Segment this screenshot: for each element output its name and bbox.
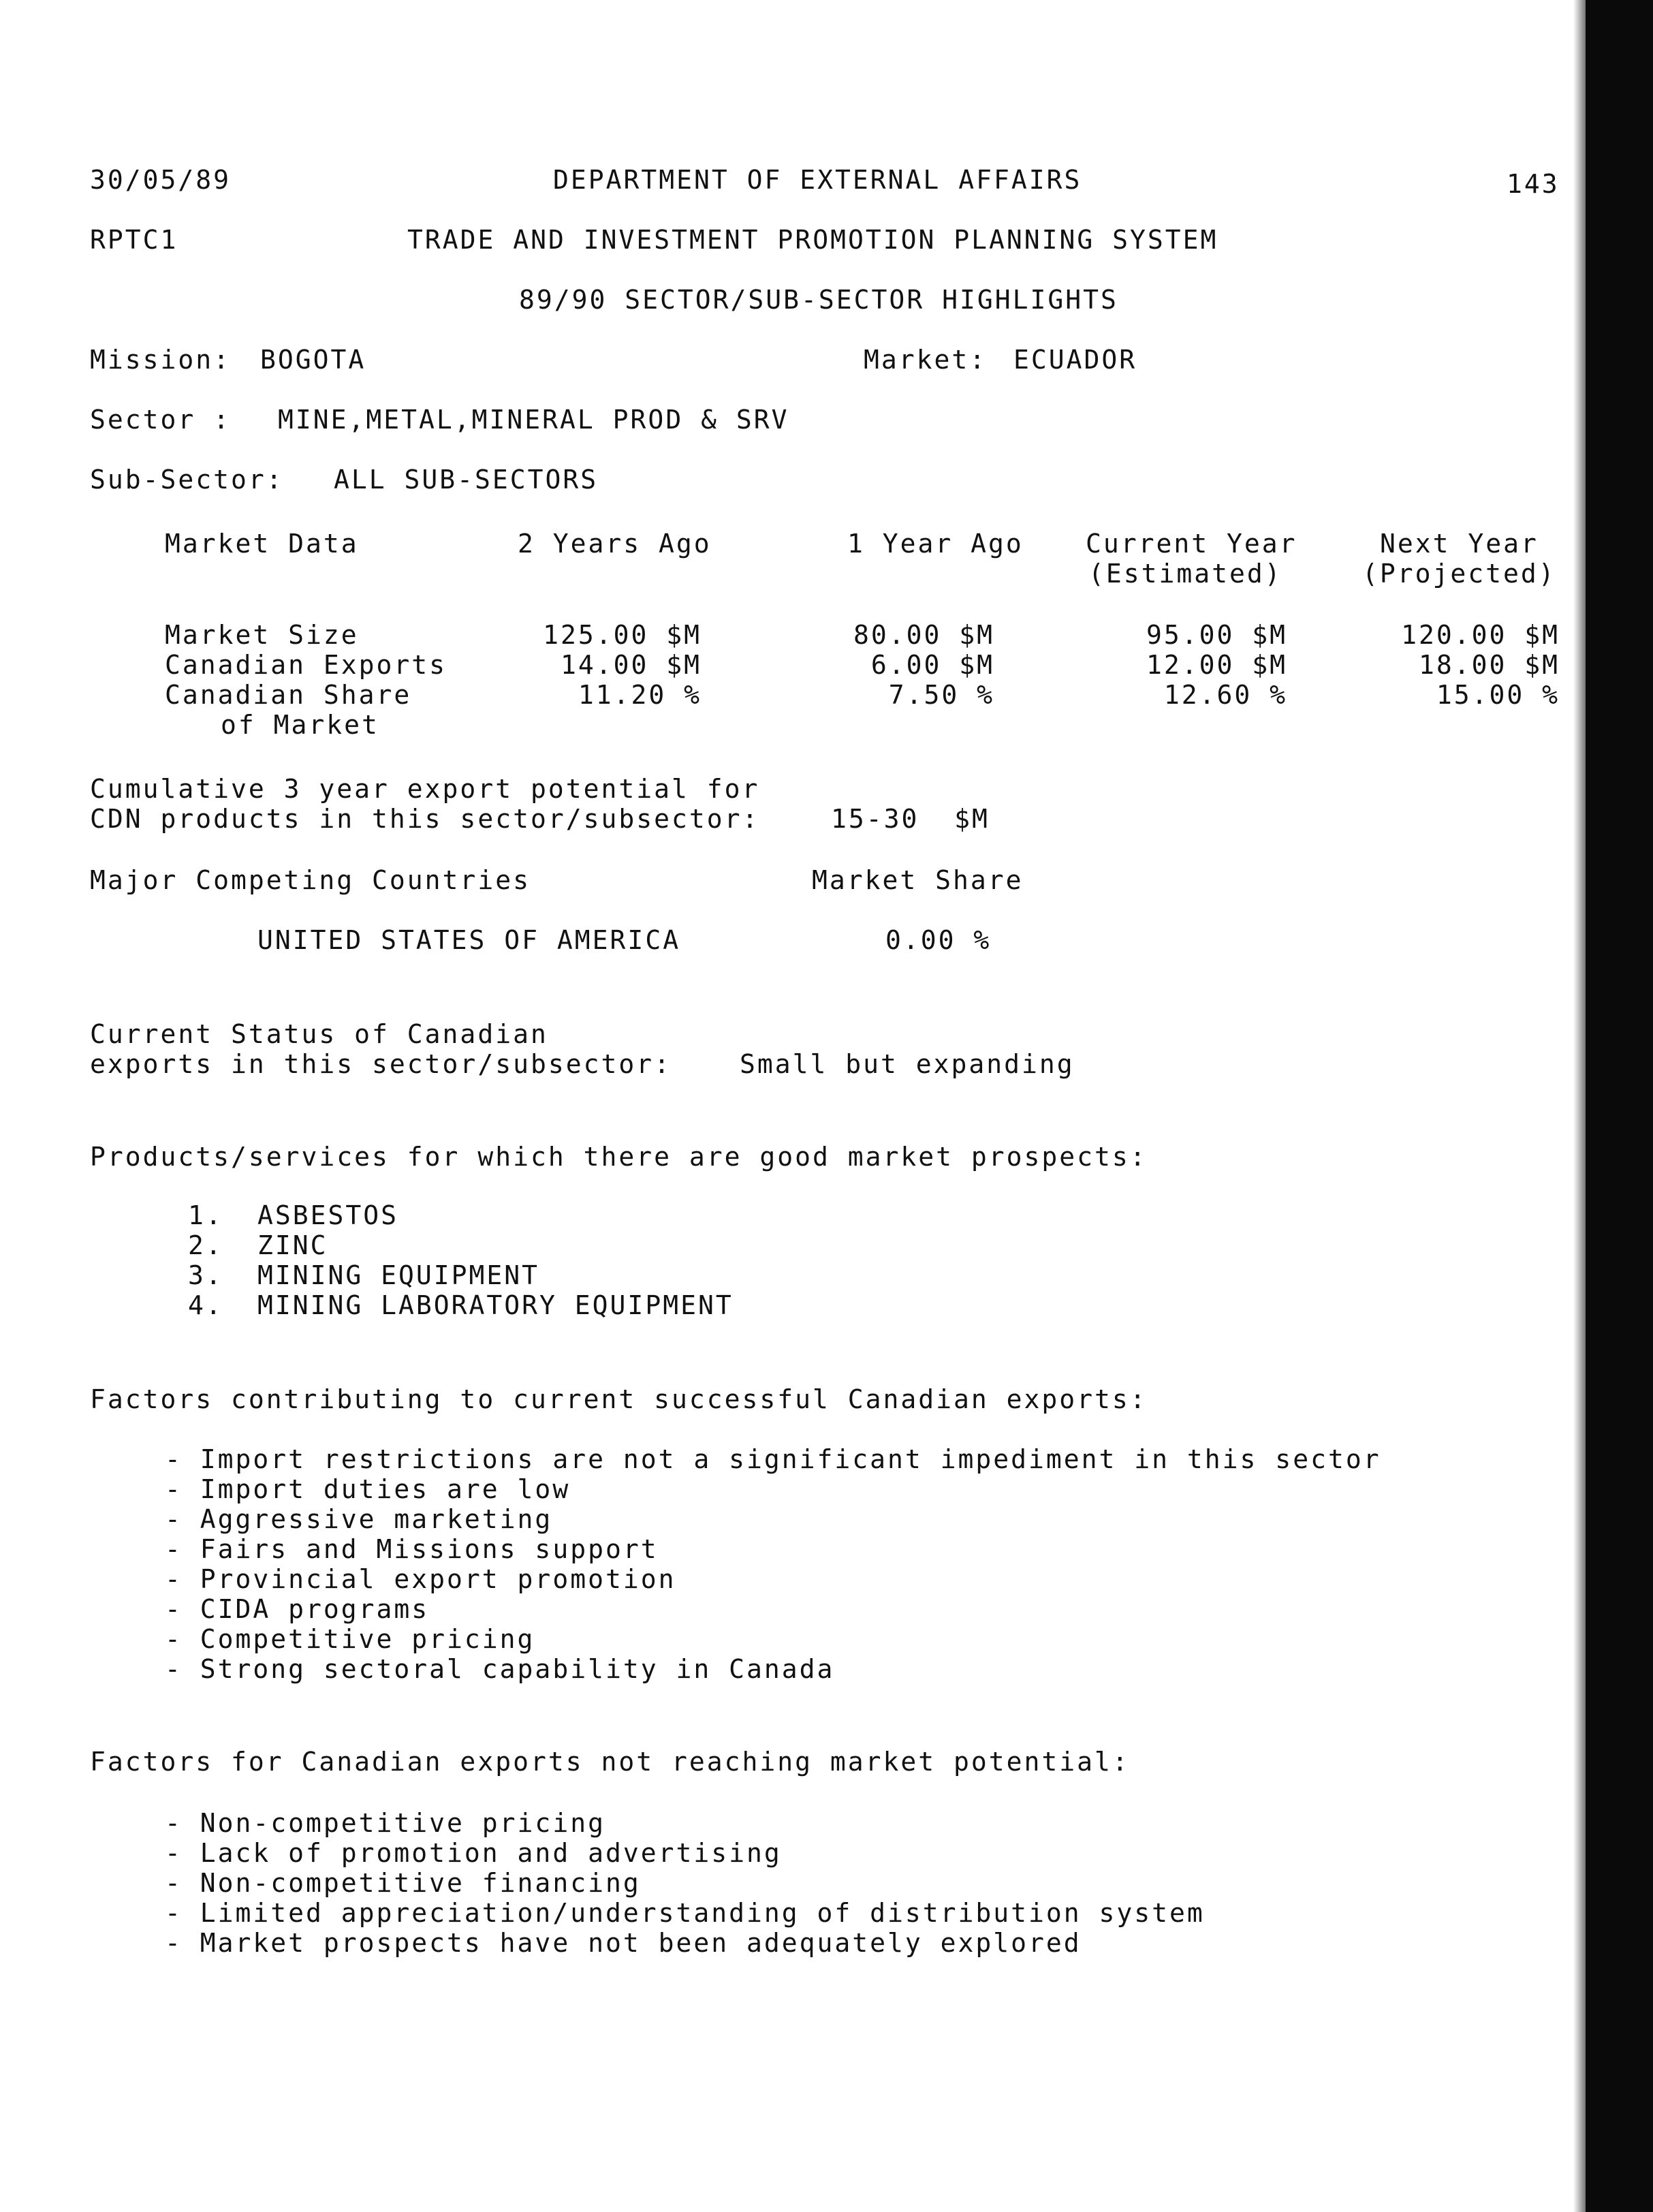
market-value: ECUADOR: [1013, 345, 1137, 375]
system-title: TRADE AND INVESTMENT PROMOTION PLANNING SYSTEM: [407, 225, 1218, 255]
list-item-number: 3.: [188, 1260, 223, 1290]
list-item: - Fairs and Missions support: [165, 1534, 659, 1564]
competitor-country: UNITED STATES OF AMERICA: [257, 925, 681, 955]
status-value: Small but expanding: [740, 1049, 1075, 1079]
status-line-1: Current Status of Canadian: [90, 1019, 548, 1049]
potential-line-1: Cumulative 3 year export potential for: [90, 774, 760, 804]
cell-canadian-share-1-year-ago: 7.50 %: [888, 680, 994, 710]
column-subheader-estimated: (Estimated): [1088, 559, 1282, 589]
list-item: ASBESTOS: [257, 1200, 399, 1230]
cell-canadian-share-next-year: 15.00 %: [1436, 680, 1560, 710]
mission-label: Mission:: [90, 345, 232, 375]
cell-canadian-exports-2-years-ago: 14.00 $M: [560, 650, 702, 680]
list-item: MINING LABORATORY EQUIPMENT: [257, 1290, 734, 1320]
cell-market-size-current-year: 95.00 $M: [1146, 620, 1287, 650]
subsector-value: ALL SUB-SECTORS: [334, 465, 599, 495]
row-label-market-size: Market Size: [165, 620, 359, 650]
sector-value: MINE,METAL,MINERAL PROD & SRV: [278, 405, 789, 435]
subsector-label: Sub-Sector:: [90, 465, 284, 495]
market-share-header: Market Share: [812, 865, 1024, 895]
competitors-header: Major Competing Countries: [90, 865, 531, 895]
prospects-heading: Products/services for which there are good market prospects:: [90, 1142, 1148, 1172]
list-item: - Market prospects have not been adequately explored: [165, 1928, 1082, 1958]
cell-canadian-exports-1-year-ago: 6.00 $M: [870, 650, 994, 680]
cell-canadian-share-current-year: 12.60 %: [1163, 680, 1287, 710]
report-title: 89/90 SECTOR/SUB-SECTOR HIGHLIGHTS: [519, 285, 1118, 315]
list-item: - Aggressive marketing: [165, 1504, 553, 1534]
report-code: RPTC1: [90, 225, 178, 255]
list-item-number: 1.: [188, 1200, 223, 1230]
column-header-1-year-ago: 1 Year Ago: [847, 529, 1024, 559]
column-header-next-year: Next Year: [1380, 529, 1539, 559]
list-item-number: 4.: [188, 1290, 223, 1320]
status-line-2: exports in this sector/subsector:: [90, 1049, 672, 1079]
report-date: 30/05/89: [90, 165, 232, 195]
potential-value: 15-30 $M: [831, 804, 990, 834]
list-item: - Limited appreciation/understanding of distribution system: [165, 1898, 1205, 1928]
list-item: - Import restrictions are not a significant impediment in this sector: [165, 1444, 1381, 1474]
list-item: - Non-competitive financing: [165, 1868, 641, 1898]
list-item: - Non-competitive pricing: [165, 1808, 605, 1838]
cell-canadian-exports-next-year: 18.00 $M: [1418, 650, 1560, 680]
market-data-header: Market Data: [165, 529, 359, 559]
market-label: Market:: [864, 345, 988, 375]
cell-canadian-share-2-years-ago: 11.20 %: [578, 680, 702, 710]
column-header-current-year: Current Year: [1086, 529, 1297, 559]
success-factors-heading: Factors contributing to current successful Canadian exports:: [90, 1384, 1148, 1414]
row-label-canadian-exports: Canadian Exports: [165, 650, 447, 680]
sector-label: Sector :: [90, 405, 232, 435]
cell-market-size-2-years-ago: 125.00 $M: [543, 620, 702, 650]
list-item: - Competitive pricing: [165, 1624, 535, 1654]
potential-line-2: CDN products in this sector/subsector:: [90, 804, 760, 834]
column-header-2-years-ago: 2 Years Ago: [518, 529, 712, 559]
list-item: - Lack of promotion and advertising: [165, 1838, 782, 1868]
list-item: - Strong sectoral capability in Canada: [165, 1654, 835, 1684]
row-label-canadian-share: Canadian Share: [165, 680, 412, 710]
cell-market-size-next-year: 120.00 $M: [1401, 620, 1560, 650]
list-item: MINING EQUIPMENT: [257, 1260, 540, 1290]
mission-value: BOGOTA: [260, 345, 366, 375]
list-item: ZINC: [257, 1230, 328, 1260]
cell-canadian-exports-current-year: 12.00 $M: [1146, 650, 1287, 680]
column-subheader-projected: (Projected): [1362, 559, 1556, 589]
list-item: - Provincial export promotion: [165, 1564, 676, 1594]
scan-binding-bar: [1586, 0, 1653, 2212]
cell-market-size-1-year-ago: 80.00 $M: [853, 620, 994, 650]
page-number: 143: [1507, 169, 1560, 199]
row-label-canadian-share-cont: of Market: [221, 710, 379, 740]
department-name: DEPARTMENT OF EXTERNAL AFFAIRS: [553, 165, 1082, 195]
list-item: - CIDA programs: [165, 1594, 430, 1624]
competitor-share: 0.00 %: [885, 925, 992, 955]
list-item: - Import duties are low: [165, 1474, 571, 1504]
list-item-number: 2.: [188, 1230, 223, 1260]
barrier-factors-heading: Factors for Canadian exports not reaching market potential:: [90, 1747, 1130, 1777]
